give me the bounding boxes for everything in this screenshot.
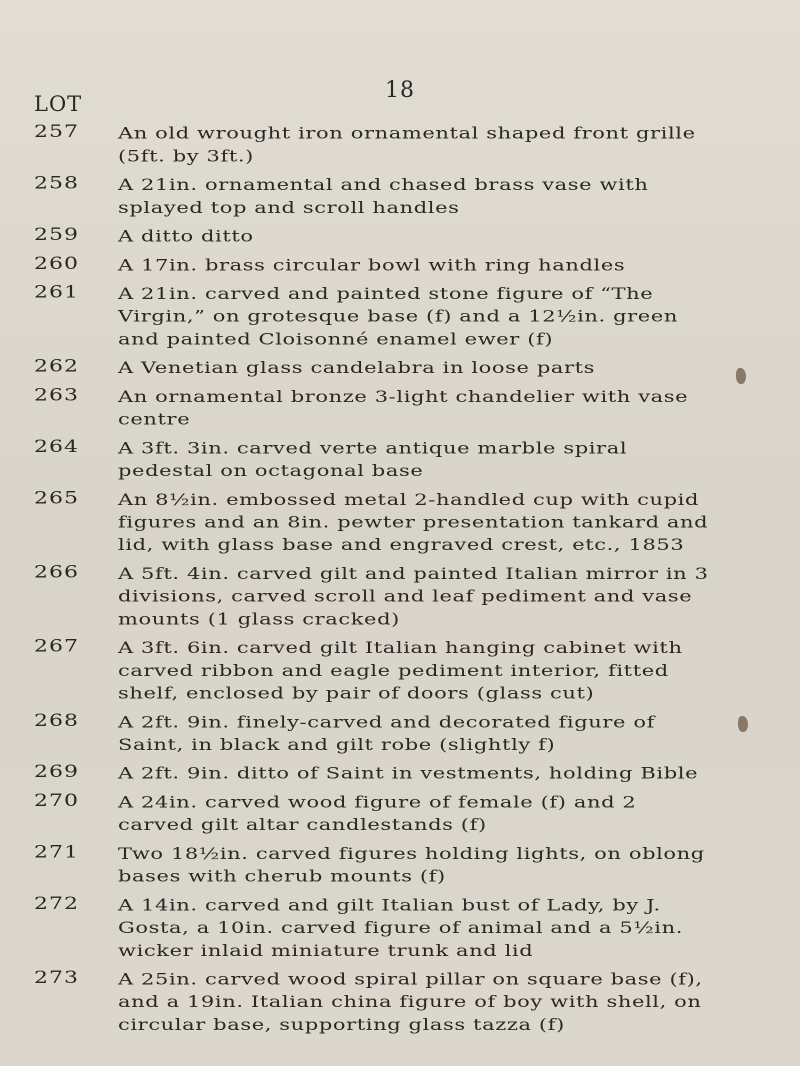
lot-description: A 3ft. 3in. carved verte antique marble spiral pedestal on octagonal base (118, 439, 628, 480)
lot-column-header: LOT (34, 92, 83, 116)
lot-number: 261 (34, 283, 79, 303)
lot-description: A 2ft. 9in. finely-carved and decorated figure of Saint, in black and gilt robe (slightly f) (118, 712, 655, 754)
lot-description: A 21in. ornamental and chased brass vase with splayed top and scroll handles (118, 175, 649, 217)
lot-number: 257 (34, 122, 79, 142)
lot-description: A 25in. carved wood spiral pillar on square base (f), and a 19in. Italian china figure of boy with shell, on circular base, supporting glass tazza (f) (118, 970, 703, 1034)
lot-description: An ornamental bronze 3-light chandelier with vase centre (118, 387, 689, 429)
lot-description: A 2ft. 9in. ditto of Saint in vestments, holding Bible (118, 764, 699, 783)
lot-number: 266 (34, 563, 79, 582)
lot-number: 269 (34, 762, 79, 782)
paper-stain-mark (736, 368, 746, 384)
lot-number: 258 (34, 174, 79, 194)
lot-number: 262 (34, 357, 79, 377)
lot-description: A 3ft. 6in. carved gilt Italian hanging cabinet with carved ribbon and eagle pediment interior, fitted shelf, enclosed by pair of doors (glass cut) (118, 638, 683, 703)
page-number: 18 (385, 78, 415, 103)
lot-number: 263 (34, 386, 79, 405)
lot-description: A 14in. carved and gilt Italian bust of Lady, by J. Gosta, a 10in. carved figure of animal and a 5½in. wicker inlaid miniature trunk and lid (118, 895, 684, 960)
lot-number: 271 (34, 843, 79, 862)
lot-number: 264 (34, 437, 79, 457)
lot-number: 260 (34, 254, 79, 274)
lot-description: Two 18½in. carved figures holding lights, on oblong bases with cherub mounts (f) (118, 844, 705, 886)
lot-description: A 5ft. 4in. carved gilt and painted Italian mirror in 3 divisions, carved scroll and leaf pediment and vase mounts (1 glass cracked) (118, 564, 709, 629)
lot-list (0, 30, 800, 1034)
lot-number: 273 (34, 968, 79, 988)
lot-description: A 17in. brass circular bowl with ring handles (118, 255, 626, 275)
lot-number: 268 (34, 711, 79, 731)
lot-description: An 8½in. embossed metal 2-handled cup with cupid figures and an 8in. pewter presentation tankard and lid, with glass base and engraved crest, etc., 1853 (118, 490, 709, 555)
lot-number: 265 (34, 488, 79, 508)
lot-number: 267 (34, 637, 79, 657)
lot-number: 259 (34, 225, 79, 245)
lot-description: A ditto ditto (118, 227, 254, 246)
lot-number: 270 (34, 791, 79, 811)
paper-stain-mark (738, 716, 748, 732)
lot-description: An old wrought iron ornamental shaped front grille (5ft. by 3ft.) (118, 124, 696, 166)
lot-description: A 21in. carved and painted stone figure of “The Virgin,” on grotesque base (f) and a 12½in. green and painted Cloisonné enamel ewer (f) (118, 284, 678, 349)
lot-description: A Venetian glass candelabra in loose parts (118, 358, 596, 377)
lot-number: 272 (34, 894, 79, 914)
lot-description: A 24in. carved wood figure of female (f) and 2 carved gilt altar candlestands (f) (118, 793, 637, 834)
